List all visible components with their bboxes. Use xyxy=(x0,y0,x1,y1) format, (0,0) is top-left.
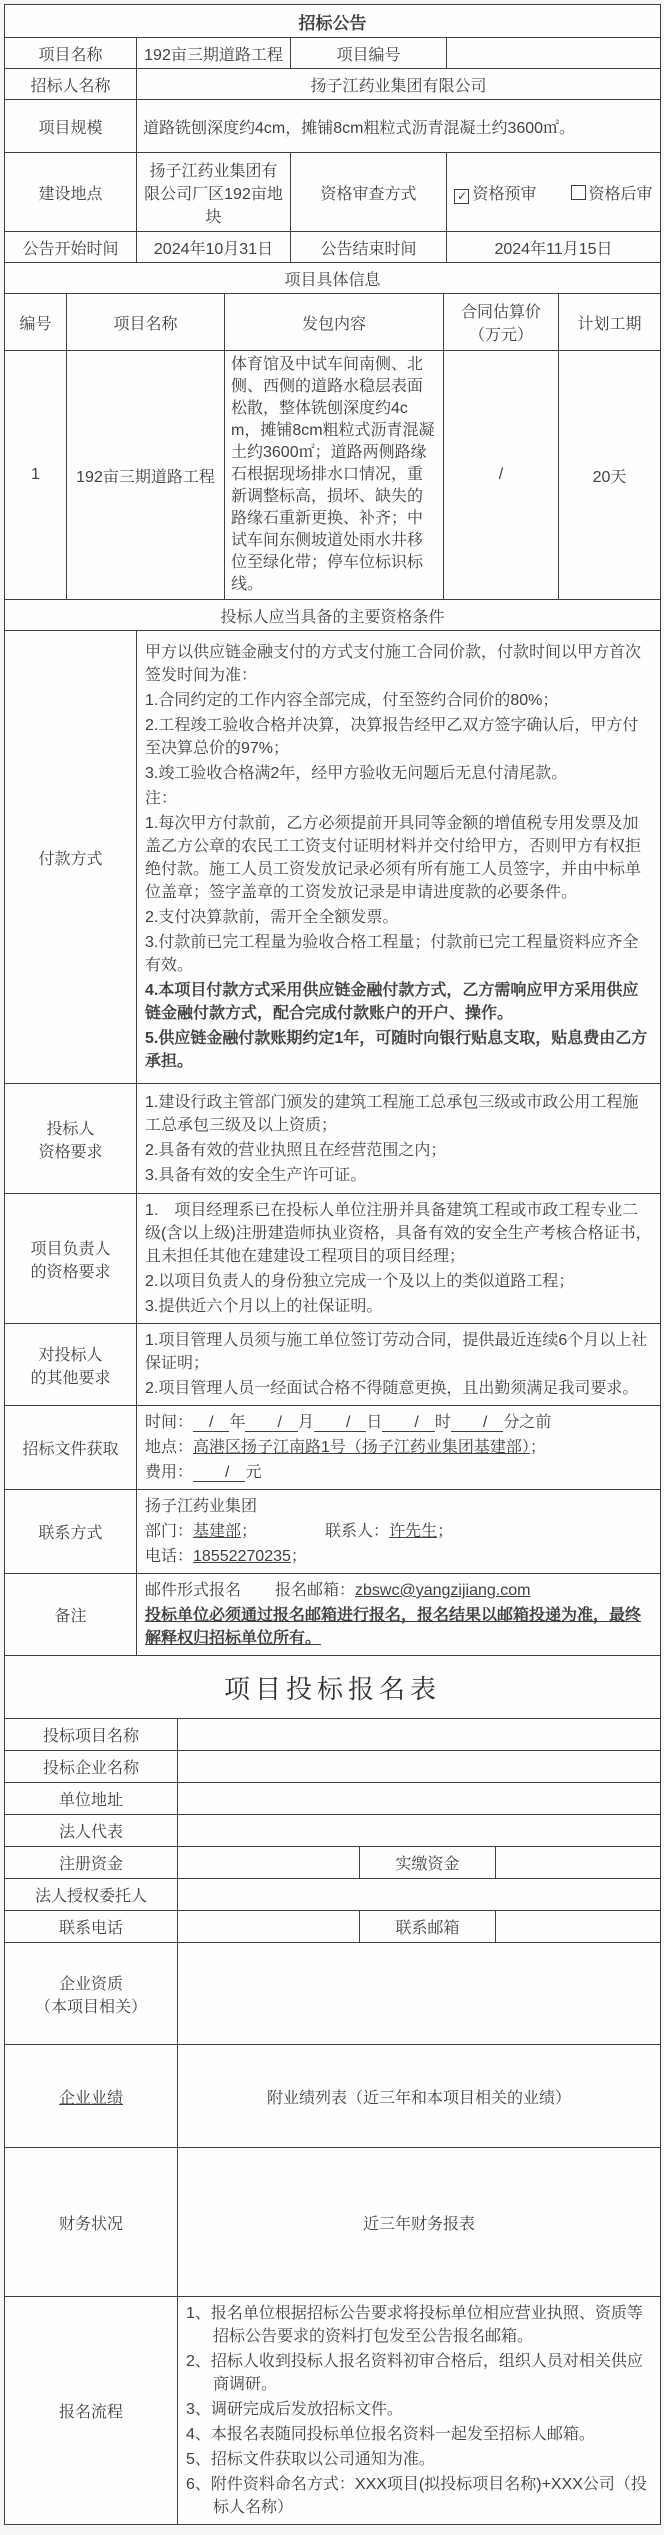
form-performance-label-text: 企业业绩 xyxy=(58,2089,123,2107)
payment-label: 付款方式 xyxy=(5,631,137,1084)
qual-method-value xyxy=(447,153,661,232)
contact-person-label: 联系人： xyxy=(325,1523,390,1540)
doc-fetch-label: 招标文件获取 xyxy=(5,1406,137,1490)
table-row xyxy=(5,2045,661,2148)
form-authorized-value xyxy=(178,1879,661,1911)
table-row xyxy=(5,2297,661,2525)
contact-dept-label: 部门： xyxy=(145,1523,194,1540)
blank-field: / xyxy=(313,1414,367,1431)
prequalification-checkbox-checked-icon: ✓ xyxy=(454,189,469,204)
project-name-value: 192亩三期道路工程 xyxy=(137,38,291,69)
form-legal-rep-label: 法人代表 xyxy=(5,1815,178,1847)
separator: ； xyxy=(437,1523,454,1540)
other-requirement-label-line1: 对投标人 xyxy=(38,1346,103,1364)
prequalification-label: 资格预审 xyxy=(472,185,537,203)
separator: ； xyxy=(241,1523,258,1540)
unit-day: 日 xyxy=(366,1414,383,1431)
project-no-value xyxy=(447,38,661,69)
table-row xyxy=(5,1911,661,1943)
form-process-label: 报名流程 xyxy=(5,2297,178,2525)
announcement-table xyxy=(4,4,661,294)
col-header-no: 编号 xyxy=(5,294,67,351)
contact-content xyxy=(137,1490,661,1574)
contact-phone-label: 电话： xyxy=(145,1548,194,1565)
form-qualification-label-line2: （本项目相关） xyxy=(34,1998,147,2016)
payment-paragraph: 2.工程竣工验收合格并决算，决算报告经甲乙双方签字确认后，甲方付至决算总价的97%； xyxy=(145,717,639,757)
unit-yuan: 元 xyxy=(245,1464,262,1481)
bidder-requirement-item: 3.具备有效的安全生产许可证。 xyxy=(145,1166,367,1184)
postqualification-checkbox-empty-icon xyxy=(571,185,586,200)
tender-document xyxy=(4,0,660,2535)
table-row xyxy=(5,600,661,631)
table-row xyxy=(5,263,661,294)
unit-year: 年 xyxy=(229,1414,246,1431)
unit-minute-before: 分之前 xyxy=(503,1414,552,1431)
process-item: 4、本报名表随同投标单位报名资料一起发至招标人邮箱。 xyxy=(186,2426,595,2443)
form-qualification-label xyxy=(5,1943,178,2045)
form-performance-label xyxy=(5,2045,178,2148)
separator: ； xyxy=(290,1548,307,1565)
remark-signup-line xyxy=(145,1579,652,1602)
pm-requirement-item: 2.以项目负责人的身份独立完成一个及以上的类似道路工程； xyxy=(145,1273,575,1290)
start-time-label: 公告开始时间 xyxy=(5,232,137,263)
process-item: 5、招标文件获取以公司通知为准。 xyxy=(186,2451,435,2468)
payment-paragraph: 1.每次甲方付款前，乙方必须提前开具同等金额的增值税专用发票及加盖乙方公章的农民工工资支付证明材料并交付给甲方，否则甲方有权拒绝付款。施工人员工资发放记录必须有所有施工人员签字，并由中标单位盖章；签字盖章的工资发放记录是申请进度款的必要条件。 xyxy=(145,815,642,901)
postqualification-label: 资格后审 xyxy=(588,185,653,203)
pm-requirement-content xyxy=(137,1194,661,1324)
table-row xyxy=(5,1574,661,1656)
bidder-requirement-item: 2.具备有效的营业执照且在经营范围之内； xyxy=(145,1141,447,1159)
table-row xyxy=(5,1783,661,1815)
blank-field: / xyxy=(245,1414,298,1431)
table-row xyxy=(5,1751,661,1783)
payment-paragraph-bold: 4.本项目付款方式采用供应链金融付款方式，乙方需响应甲方采用供应链金融付款方式，配合完成付款账户的开户、操作。 xyxy=(145,982,639,1022)
doc-fetch-address-label: 地点： xyxy=(145,1439,194,1456)
table-row xyxy=(5,631,661,1084)
location-value: 扬子江药业集团有限公司厂区192亩地块 xyxy=(137,153,291,232)
table-header-row xyxy=(5,294,661,351)
qual-method-label: 资格审查方式 xyxy=(291,153,447,232)
form-process-content xyxy=(178,2297,661,2525)
start-time-value: 2024年10月31日 xyxy=(137,232,291,263)
table-row xyxy=(5,1847,661,1879)
form-project-name-label: 投标项目名称 xyxy=(5,1719,178,1751)
col-header-duration: 计划工期 xyxy=(559,294,661,351)
tenderer-label: 招标人名称 xyxy=(5,69,137,100)
qualification-section-title: 投标人应当具备的主要资格条件 xyxy=(5,600,661,631)
unit-hour: 时 xyxy=(434,1414,451,1431)
payment-paragraph-bold: 5.供应链金融付款账期约定1年，可随时向银行贴息支取，贴息费由乙方承担。 xyxy=(145,1030,648,1070)
qualification-table xyxy=(4,599,661,1656)
doc-fetch-fee-label: 费用： xyxy=(145,1464,194,1481)
form-email-label: 联系邮箱 xyxy=(360,1911,496,1943)
bidder-requirement-label-line1: 投标人 xyxy=(46,1120,95,1138)
payment-paragraph: 1.合同约定的工作内容全部完成，付至签约合同价的80%； xyxy=(145,692,559,709)
col-header-content: 发包内容 xyxy=(225,294,444,351)
end-time-label: 公告结束时间 xyxy=(291,232,447,263)
other-requirement-label-line2: 的其他要求 xyxy=(30,1369,111,1387)
doc-fetch-fee-line xyxy=(145,1461,652,1484)
form-authorized-label: 法人授权委托人 xyxy=(5,1879,178,1911)
contact-phone-line xyxy=(145,1545,652,1568)
table-row xyxy=(5,5,661,38)
table-row xyxy=(5,1194,661,1324)
payment-paragraph: 注： xyxy=(145,790,178,807)
detail-content xyxy=(225,351,444,600)
table-row xyxy=(5,1324,661,1406)
project-no-label: 项目编号 xyxy=(291,38,447,69)
col-header-name: 项目名称 xyxy=(67,294,225,351)
blank-field: / xyxy=(382,1414,435,1431)
detail-content-text: 体育馆及中试车间南侧、北侧、西侧的道路水稳层表面松散，整体铣刨深度约4cm，摊铺8cm粗粒式沥青混凝土约3600㎡；道路两侧路缘石根据现场排水口情况，重新调整标高，损坏、缺失的路缘石重新更换、补齐；中试车间东侧坡道处雨水井移位至绿化带；停车位标识标线。 xyxy=(231,356,435,593)
form-company-name-label: 投标企业名称 xyxy=(5,1751,178,1783)
other-requirement-item: 1.项目管理人员须与施工单位签订劳动合同，提供最近连续6个月以上社保证明； xyxy=(145,1332,648,1372)
contact-company: 扬子江药业集团 xyxy=(145,1498,258,1515)
table-row xyxy=(5,1656,661,1719)
project-details-table xyxy=(4,293,661,600)
process-item: 1、报名单位根据招标公告要求将投标单位相应营业执照、资质等招标公告要求的资料打包发至公告报名邮箱。 xyxy=(186,2305,643,2345)
blank-field: / xyxy=(193,1414,230,1431)
form-paid-capital-value xyxy=(496,1847,661,1879)
bidder-requirement-label-line2: 资格要求 xyxy=(38,1143,103,1161)
announcement-title: 招标公告 xyxy=(5,5,661,38)
table-row xyxy=(5,1719,661,1751)
table-row xyxy=(5,1815,661,1847)
table-row xyxy=(5,1490,661,1574)
doc-fetch-address-value: 高港区扬子江南路1号（扬子江药业集团基建部） xyxy=(193,1439,530,1456)
form-phone-label: 联系电话 xyxy=(5,1911,178,1943)
tenderer-value: 扬子江药业集团有限公司 xyxy=(137,69,661,100)
table-row xyxy=(5,153,661,232)
table-row xyxy=(5,1879,661,1911)
detail-name: 192亩三期道路工程 xyxy=(67,351,225,600)
bidder-requirement-label xyxy=(5,1084,137,1194)
form-company-name-value xyxy=(178,1751,661,1783)
pm-requirement-label-line1: 项目负责人 xyxy=(30,1240,111,1258)
remark-email-label: 报名邮箱： xyxy=(275,1582,356,1599)
contact-phone-value: 18552270235 xyxy=(193,1548,291,1565)
remark-email-value: zbswc@yangzijiang.com xyxy=(355,1582,531,1599)
detail-no: 1 xyxy=(5,351,67,600)
form-email-value xyxy=(496,1911,661,1943)
registration-form-table xyxy=(4,1655,661,2525)
details-section-title: 项目具体信息 xyxy=(5,263,661,294)
process-item: 6、附件资料命名方式：XXX项目(拟投标项目名称)+XXX公司（投标人名称） xyxy=(186,2476,647,2516)
form-reg-capital-value xyxy=(178,1847,360,1879)
contact-dept-line xyxy=(145,1520,652,1543)
end-time-value: 2024年11月15日 xyxy=(447,232,661,263)
doc-fetch-address-suffix: ； xyxy=(529,1439,546,1456)
detail-estimate: / xyxy=(444,351,559,600)
remark-label: 备注 xyxy=(5,1574,137,1656)
doc-fetch-time-label: 时间： xyxy=(145,1414,194,1431)
table-row xyxy=(5,38,661,69)
contact-dept-value: 基建部 xyxy=(193,1523,242,1540)
remark-bold-note: 投标单位必须通过报名邮箱进行报名，报名结果以邮箱投递为准，最终解释权归招标单位所有。 xyxy=(145,1607,642,1647)
contact-label: 联系方式 xyxy=(5,1490,137,1574)
scale-label: 项目规模 xyxy=(5,100,137,153)
form-qualification-value xyxy=(178,1943,661,2045)
contact-person-value: 许先生 xyxy=(389,1523,438,1540)
table-row xyxy=(5,2148,661,2297)
table-row xyxy=(5,100,661,153)
form-reg-capital-label: 注册资金 xyxy=(5,1847,178,1879)
payment-paragraph: 2.支付决算款前，需开全全额发票。 xyxy=(145,909,399,926)
payment-paragraph: 3.付款前已完工程量为验收合格工程量；付款前已完工程量资料应齐全有效。 xyxy=(145,934,639,974)
other-requirement-content xyxy=(137,1324,661,1406)
table-row xyxy=(5,351,661,600)
unit-month: 月 xyxy=(297,1414,314,1431)
form-phone-value xyxy=(178,1911,360,1943)
form-title: 项目投标报名表 xyxy=(5,1656,661,1719)
remark-content xyxy=(137,1574,661,1656)
table-row xyxy=(5,1406,661,1490)
form-performance-value: 附业绩列表（近三年和本项目相关的业绩） xyxy=(178,2045,661,2148)
bidder-requirement-content xyxy=(137,1084,661,1194)
form-project-name-value xyxy=(178,1719,661,1751)
form-finance-value: 近三年财务报表 xyxy=(178,2148,661,2297)
form-address-value xyxy=(178,1783,661,1815)
payment-paragraph: 甲方以供应链金融支付的方式支付施工合同价款，付款时间以甲方首次签发时间为准： xyxy=(145,644,642,684)
location-label: 建设地点 xyxy=(5,153,137,232)
col-header-estimate: 合同估算价（万元） xyxy=(444,294,559,351)
doc-fetch-content xyxy=(137,1406,661,1490)
blank-field: / xyxy=(193,1464,246,1481)
payment-content xyxy=(137,631,661,1084)
process-item: 2、招标人收到投标人报名资料初审合格后，组织人员对相关供应商调研。 xyxy=(186,2353,643,2393)
form-legal-rep-value xyxy=(178,1815,661,1847)
pm-requirement-label xyxy=(5,1194,137,1324)
remark-signup-method: 邮件形式报名 xyxy=(145,1582,242,1599)
other-requirement-label xyxy=(5,1324,137,1406)
table-row xyxy=(5,232,661,263)
table-row xyxy=(5,1943,661,2045)
form-paid-capital-label: 实缴资金 xyxy=(360,1847,496,1879)
table-row xyxy=(5,1084,661,1194)
form-address-label: 单位地址 xyxy=(5,1783,178,1815)
process-item: 3、调研完成后发放招标文件。 xyxy=(186,2401,403,2418)
other-requirement-item: 2.项目管理人员一经面试合格不得随意更换，且出勤须满足我司要求。 xyxy=(145,1380,639,1397)
doc-fetch-address-line xyxy=(145,1436,652,1459)
pm-requirement-item: 1. 项目经理系已在投标人单位注册并具备建筑工程或市政工程专业二级(含以上级)注册建造师执业资格，具备有效的安全生产考核合格证书，且未担任其他在建建设工程项目的项目经理； xyxy=(145,1202,652,1265)
scale-value: 道路铣刨深度约4cm，摊铺8cm粗粒式沥青混凝土约3600㎡。 xyxy=(137,100,661,153)
pm-requirement-item: 3.提供近六个月以上的社保证明。 xyxy=(145,1298,383,1315)
payment-paragraph: 3.竣工验收合格满2年，经甲方验收无问题后无息付清尾款。 xyxy=(145,765,568,782)
project-name-label: 项目名称 xyxy=(5,38,137,69)
doc-fetch-time-line xyxy=(145,1411,652,1434)
detail-duration: 20天 xyxy=(559,351,661,600)
table-row xyxy=(5,69,661,100)
bidder-requirement-item: 1.建设行政主管部门颁发的建筑工程施工总承包三级或市政公用工程施工总承包三级及以上资质； xyxy=(145,1093,639,1134)
pm-requirement-label-line2: 的资格要求 xyxy=(30,1263,111,1281)
blank-field: / xyxy=(450,1414,504,1431)
form-finance-label: 财务状况 xyxy=(5,2148,178,2297)
form-qualification-label-line1: 企业资质 xyxy=(58,1975,123,1993)
